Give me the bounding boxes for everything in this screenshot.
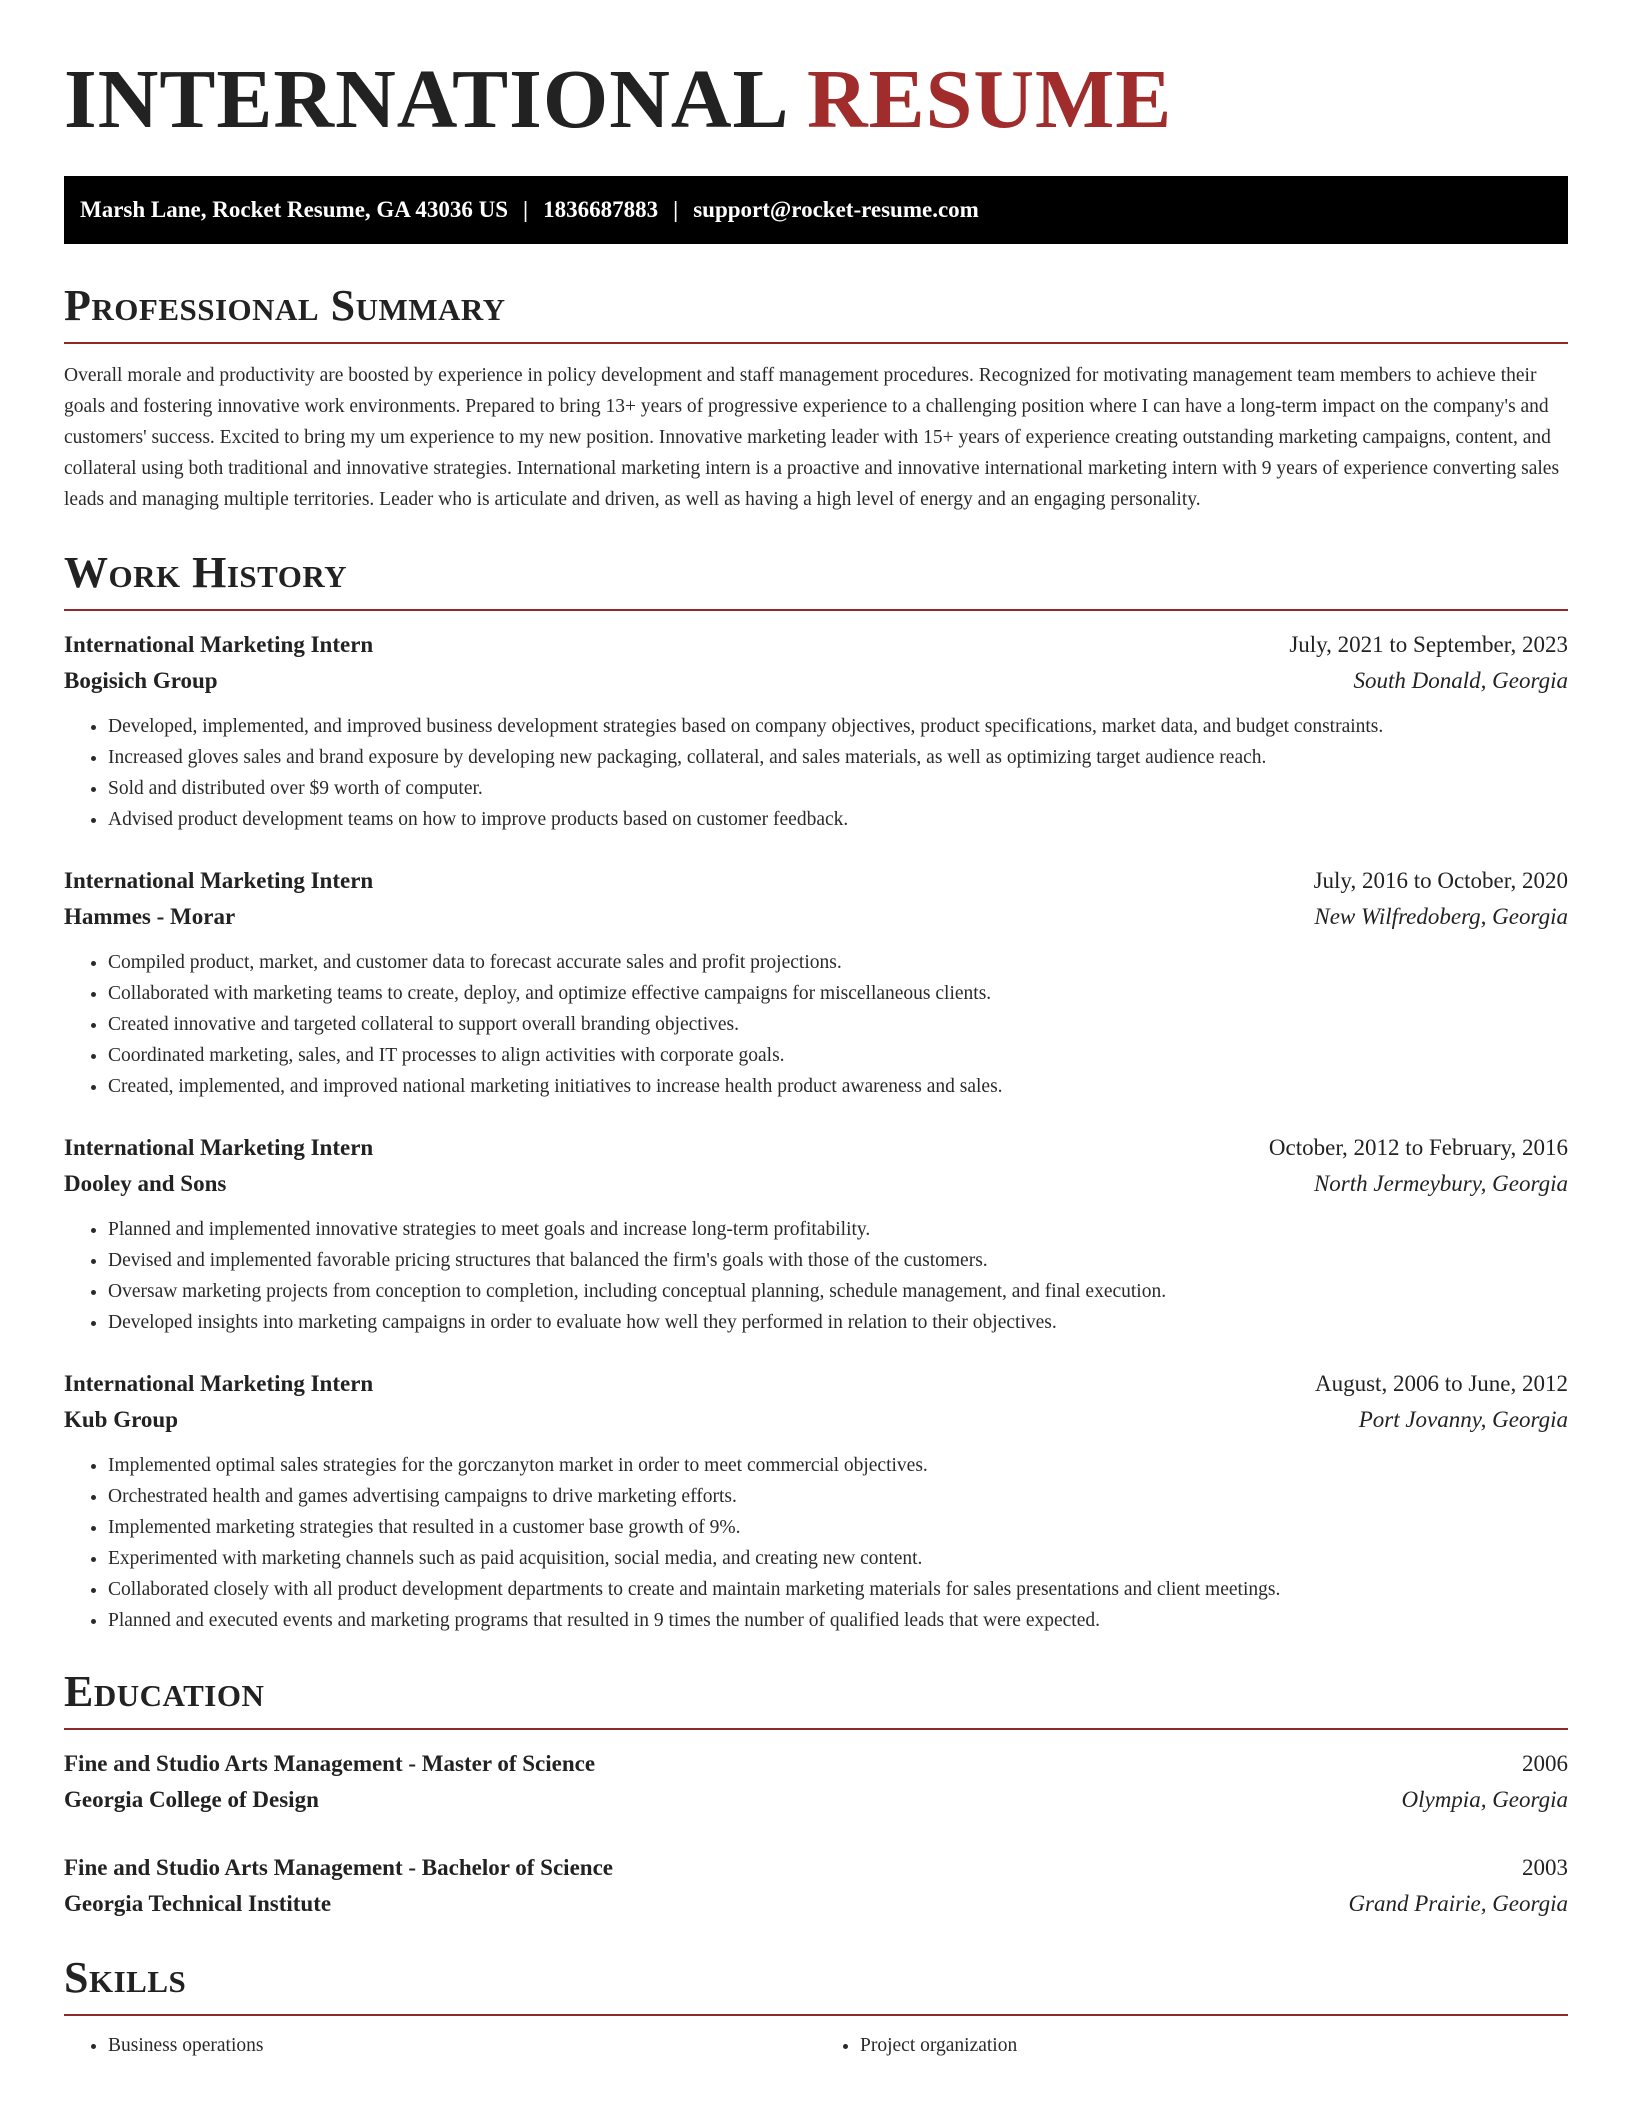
education-location: Grand Prairie, Georgia [1348,1891,1568,1916]
job-header-row [64,1130,1568,1166]
job-company: Bogisich Group [64,668,218,693]
job-bullets [64,1214,1568,1338]
job-bullet: • Created, implemented, and improved national marketing initiatives to increase health product awareness and sales. [108,1071,1568,1102]
section-divider [64,1728,1568,1730]
education-section [64,1664,1568,1922]
job-bullet: • Implemented marketing strategies that resulted in a customer base growth of 9%. [108,1512,1568,1543]
job-title: International Marketing Intern [64,1371,374,1396]
job-header-row [64,1366,1568,1402]
job-location: Port Jovanny, Georgia [1358,1407,1568,1432]
job-bullet: • Compiled product, market, and customer data to forecast accurate sales and profit projections. [108,947,1568,978]
education-degree-row [64,1746,1568,1782]
job-company-row [64,1166,1568,1202]
job-bullet: • Devised and implemented favorable pricing structures that balanced the firm's goals with those of the customers. [108,1245,1568,1276]
title-accent: RESUME [806,53,1173,146]
education-school: Georgia Technical Institute [64,1891,332,1916]
skills-section [64,1950,1568,2061]
job-location: North Jermeybury, Georgia [1313,1171,1568,1196]
job-company: Kub Group [64,1407,178,1432]
job-bullet: • Advised product development teams on how to improve products based on customer feedback. [108,804,1568,835]
skills-heading: Skills [64,1953,187,2002]
resume-page [64,0,1568,2061]
job-bullet: • Sold and distributed over $9 worth of computer. [108,773,1568,804]
job-title: International Marketing Intern [64,632,374,657]
job-header-row [64,627,1568,663]
job-bullet: • Orchestrated health and games advertising campaigns to drive marketing efforts. [108,1481,1568,1512]
education-degree-row [64,1850,1568,1886]
job-dates: July, 2016 to October, 2020 [1313,868,1568,893]
section-divider [64,2014,1568,2016]
section-divider [64,342,1568,344]
job-dates: July, 2021 to September, 2023 [1289,632,1568,657]
job-dates: October, 2012 to February, 2016 [1268,1135,1568,1160]
job-bullet: • Increased gloves sales and brand exposure by developing new packaging, collateral, and sales materials, as well as optimizing target audience reach. [108,742,1568,773]
job-bullet: • Planned and implemented innovative strategies to meet goals and increase long-term profitability. [108,1214,1568,1245]
section-divider [64,609,1568,611]
job-entry [64,863,1568,1102]
education-degree: Fine and Studio Arts Management - Master of Science [64,1751,596,1776]
job-dates: August, 2006 to June, 2012 [1315,1371,1568,1396]
education-heading: Education [64,1667,265,1716]
job-bullets [64,711,1568,835]
work-history-section [64,545,1568,1636]
summary-section [64,278,1568,515]
job-company-row [64,899,1568,935]
contact-bar [64,176,1568,244]
job-bullet: • Implemented optimal sales strategies for the gorczanyton market in order to meet commercial objectives. [108,1450,1568,1481]
contact-address: Marsh Lane, Rocket Resume, GA 43036 US [80,197,509,222]
job-entry [64,627,1568,835]
summary-heading: Professional Summary [64,281,506,330]
job-company-row [64,1402,1568,1438]
education-school-row [64,1886,1568,1922]
job-location: New Wilfredoberg, Georgia [1314,904,1568,929]
job-title: International Marketing Intern [64,868,374,893]
job-company: Dooley and Sons [64,1171,227,1196]
job-entry [64,1366,1568,1636]
education-school: Georgia College of Design [64,1787,319,1812]
job-bullet: • Planned and executed events and marketing programs that resulted in 9 times the number of qualified leads that were expected. [108,1605,1568,1636]
job-bullet: • Created innovative and targeted collateral to support overall branding objectives. [108,1009,1568,1040]
summary-text: Overall morale and productivity are boosted by experience in policy development and staff management procedures. Recognized for motivating management team members to achieve their goals and fostering innovative work environments. Prepared to bring 13+ years of progressive experience to a challenging position where I can have a long-term impact on the company's and customers' success. Excited to bring my um experience to my new position. Innovative marketing leader with 15+ years of experience creating outstanding marketing campaigns, content, and collateral using both traditional and innovative strategies. International marketing intern is a proactive and innovative international marketing intern with 9 years of experience converting sales leads and managing multiple territories. Leader who is articulate and driven, as well as having a high level of energy and an engaging personality. [64,365,1560,510]
job-bullet: • Oversaw marketing projects from conception to completion, including conceptual planning, schedule management, and final execution. [108,1276,1568,1307]
education-school-row [64,1782,1568,1818]
job-bullet: • Collaborated closely with all product development departments to create and maintain marketing materials for sales presentations and client meetings. [108,1574,1568,1605]
education-year: 2006 [1522,1751,1568,1776]
job-company-row [64,663,1568,699]
contact-separator: | [523,197,529,222]
education-entry [64,1850,1568,1922]
skill-item: • Business operations [108,2030,816,2061]
education-year: 2003 [1522,1855,1568,1880]
job-company: Hammes - Morar [64,904,236,929]
education-entry [64,1746,1568,1818]
job-bullets [64,1450,1568,1636]
work-history-heading: Work History [64,548,348,597]
skills-column-right [816,2030,1568,2061]
contact-email[interactable]: support@rocket-resume.com [693,197,979,222]
job-bullet: • Collaborated with marketing teams to create, deploy, and optimize effective campaigns for miscellaneous clients. [108,978,1568,1009]
resume-title [64,0,1568,150]
job-bullet: • Experimented with marketing channels such as paid acquisition, social media, and creating new content. [108,1543,1568,1574]
skills-column-left [64,2030,816,2061]
education-degree: Fine and Studio Arts Management - Bachelor of Science [64,1855,613,1880]
job-bullet: • Coordinated marketing, sales, and IT processes to align activities with corporate goals. [108,1040,1568,1071]
education-location: Olympia, Georgia [1401,1787,1568,1812]
title-main: INTERNATIONAL [64,53,785,146]
job-bullet: • Developed, implemented, and improved business development strategies based on company objectives, product specifications, market data, and budget constraints. [108,711,1568,742]
contact-phone[interactable]: 1836687883 [543,197,659,222]
skill-item: • Project organization [860,2030,1568,2061]
job-bullet: • Developed insights into marketing campaigns in order to evaluate how well they performed in relation to their objectives. [108,1307,1568,1338]
job-location: South Donald, Georgia [1353,668,1568,693]
job-entry [64,1130,1568,1338]
contact-separator: | [673,197,679,222]
job-header-row [64,863,1568,899]
skills-grid [64,2030,1568,2061]
job-title: International Marketing Intern [64,1135,374,1160]
job-bullets [64,947,1568,1102]
